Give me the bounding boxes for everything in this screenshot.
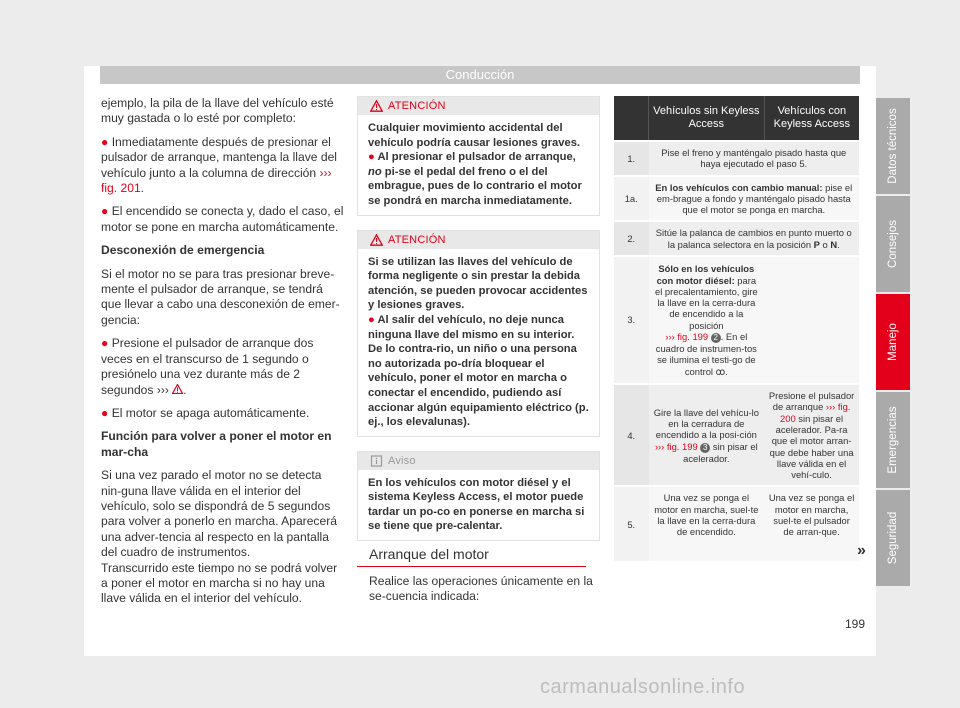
bullet-icon: ● xyxy=(101,336,109,351)
bullet-item xyxy=(101,135,344,197)
warning-header xyxy=(358,97,599,115)
page-title: Conducción xyxy=(445,67,515,82)
tab-label: Consejos xyxy=(887,220,899,268)
bullet-icon: ● xyxy=(101,134,109,149)
emphasis: no xyxy=(368,165,382,178)
bullet-icon: ● xyxy=(101,204,109,219)
warning-body xyxy=(358,249,599,436)
subheading: Función para volver a poner el motor en mar-cha xyxy=(101,429,332,459)
step-rest: Presione el pulsador de arranque xyxy=(768,390,855,413)
warning-label: ATENCIÓN xyxy=(388,233,446,246)
step-rest: sin pisar el acelerador. xyxy=(683,440,758,464)
step-rest: Gire la llave del vehícu-lo en la cerradura de encendido a la posi-ción xyxy=(653,406,759,441)
bullet-text: pi-se el pedal del freno o el del embrague, pues de lo contrario el motor se pondrá en marcha inmediatamente. xyxy=(368,165,582,207)
tab-consejos[interactable] xyxy=(876,196,910,292)
subheading: Desconexión de emergencia xyxy=(101,243,265,258)
step-number: 3. xyxy=(614,256,649,384)
table-row xyxy=(614,141,859,176)
tab-datos-tecnicos[interactable] xyxy=(876,98,910,194)
bullet-icon: ● xyxy=(368,151,375,164)
warning-text: Si se utilizan las llaves del vehículo de forma negligente o sin prestar la debida atención, se pueden provocar accidentes y lesiones graves. xyxy=(368,255,588,312)
bullet-text: El motor se apaga automáticamente. xyxy=(111,405,310,420)
tab-seguridad[interactable] xyxy=(876,490,910,586)
bullet-text: El encendido se conecta y, dado el caso, el motor se pone en marcha automáticamente. xyxy=(101,204,344,234)
step-text: Pise el freno y manténgalo pisado hasta que haya ejecutado el paso 5. xyxy=(649,141,860,176)
tab-label: Manejo xyxy=(887,323,899,361)
notice-label: Aviso xyxy=(388,454,416,467)
step-rest: . En el cuadro de instrumen-tos se ilumina el testi-go de control xyxy=(655,331,757,377)
section-title: Arranque del motor xyxy=(369,546,489,562)
warning-box xyxy=(357,96,600,216)
bullet-text: Presione el pulsador de arranque dos veces en el transcurso de 1 segundo o presiónelo una vez durante más de 2 segundos xyxy=(101,336,314,397)
gear-p: P xyxy=(813,238,820,250)
left-column xyxy=(101,96,344,615)
callout-number-icon: 3 xyxy=(700,443,710,453)
step-rest: o xyxy=(819,238,831,250)
step-text-empty xyxy=(764,256,859,384)
tab-manejo[interactable] xyxy=(876,294,910,390)
section-intro: Realice las operaciones únicamente en la se-cuencia indicada: xyxy=(369,574,593,604)
step-text: Una vez se ponga el motor en marcha, suel-te la llave en la cerra-dura de encendido. xyxy=(649,486,765,561)
warning-box xyxy=(357,230,600,437)
warning-triangle-icon xyxy=(370,100,383,112)
table-header: Vehículos sin Keyless Access xyxy=(649,96,765,141)
table-header-row xyxy=(614,96,859,141)
step-number: 1. xyxy=(614,141,649,176)
warning-triangle-icon xyxy=(370,234,383,246)
step-rest: Sitúe la palanca de cambios en punto muerto o la palanca selectora en la posición xyxy=(655,227,852,250)
arrow-link[interactable]: ››› xyxy=(156,382,169,397)
step-number: 1a. xyxy=(614,176,649,222)
step-number: 4. xyxy=(614,384,649,486)
figure-link[interactable]: ››› fig. 199 xyxy=(665,331,709,343)
punct: . xyxy=(725,365,728,377)
step-text xyxy=(649,256,765,384)
bullet-text: Inmediatamente después de presionar el pulsador de arranque, mantenga la llave del vehículo junto a la columna de dirección xyxy=(101,134,337,180)
warning-bullet xyxy=(368,150,591,208)
notice-box xyxy=(357,451,600,541)
middle-column xyxy=(357,96,600,555)
figure-link[interactable]: ››› fig. 201 xyxy=(101,165,332,196)
step-rest: para el precalentamiento, gire la llave en la cerra-dura de encendido a la posición xyxy=(654,274,758,331)
table-row xyxy=(614,384,859,486)
table-header-empty xyxy=(614,96,649,141)
figure-link[interactable]: ››› fig. 199 xyxy=(654,440,698,452)
header-bar xyxy=(100,66,860,84)
warning-text: Cualquier movimiento accidental del vehículo podría causar lesiones graves. xyxy=(368,122,581,149)
gear-n: N xyxy=(830,238,838,250)
punct: . xyxy=(140,181,145,196)
watermark: carmanualsonline.info xyxy=(540,676,746,698)
paragraph: ejemplo, la pila de la llave del vehículo esté muy gastada o lo esté por completo: xyxy=(101,96,334,126)
bullet-icon: ● xyxy=(368,313,375,326)
step-number: 2. xyxy=(614,221,649,256)
table-row xyxy=(614,486,859,561)
notice-text: En los vehículos con motor diésel y el sistema Keyless Access, el motor puede tardar un po-co en ponerse en marcha si se tiene que pre-calentar. xyxy=(368,476,585,533)
warning-bullet xyxy=(368,313,591,430)
table-header: Vehículos con Keyless Access xyxy=(764,96,859,141)
bullet-text: Al presionar el pulsador de arranque, xyxy=(377,151,576,164)
paragraph: Transcurrido este tiempo no se podrá volver a poner el motor en marcha si no hay una llave válida en el interior del vehículo. xyxy=(101,560,338,606)
tab-emergencias[interactable] xyxy=(876,392,910,488)
notice-header xyxy=(358,452,599,470)
step-text: Una vez se ponga el motor en marcha, suel-te el pulsador de arran-que. xyxy=(764,486,859,561)
warning-header xyxy=(358,231,599,249)
callout-number-icon: 2 xyxy=(711,333,721,343)
info-box-icon xyxy=(370,455,383,467)
section-divider xyxy=(357,566,586,567)
table-row xyxy=(614,176,859,222)
tab-label: Emergencias xyxy=(887,406,899,474)
tab-label: Datos técnicos xyxy=(887,108,899,184)
punct: . xyxy=(837,238,840,250)
bullet-item xyxy=(101,204,344,235)
table-row xyxy=(614,256,859,384)
step-text xyxy=(649,221,860,256)
step-bold: Sólo en los vehículos con motor diésel: xyxy=(656,263,755,286)
step-text xyxy=(764,384,859,486)
step-text xyxy=(649,176,860,222)
step-rest: sin pisar el acelerador. Pa-ra que el motor arran-que debe haber una llave válida en el vehí-culo. xyxy=(769,412,854,481)
paragraph: Si una vez parado el motor no se detecta nin-guna llave válida en el interior del vehículo, solo se dispondrá de 5 segundos para volver a ponerlo en marcha. Aparecerá una adver-tencia al respecto en la pantalla del cuadro de instrumentos. xyxy=(101,468,337,560)
glow-plug-icon: ꝏ xyxy=(715,365,726,377)
table-row xyxy=(614,221,859,256)
steps-table xyxy=(614,96,859,561)
step-rest: pise el em-brague a fondo y manténgalo pisado hasta que el motor se ponga en marcha. xyxy=(656,181,853,216)
step-bold: En los vehículos con cambio manual: xyxy=(655,181,823,193)
warning-triangle-icon xyxy=(172,384,183,394)
notice-body xyxy=(358,470,599,540)
paragraph: Si el motor no se para tras presionar breve-mente el pulsador de arranque, se tendrá que llevar a cabo una desconexión de emer-gencia: xyxy=(101,266,340,327)
page-number: 199 xyxy=(845,617,866,631)
bullet-text: Al salir del vehículo, no deje nunca ninguna llave del mismo en su interior. De lo contra-rio, un niño o una persona no autorizada po-dría bloquear el vehículo, poner el motor en marcha o conectar el encendido, pudiendo así accionar algún equipamiento eléctrico (p. ej., los elevalunas). xyxy=(368,313,589,429)
bullet-item xyxy=(101,406,344,421)
bullet-icon: ● xyxy=(101,405,109,420)
step-number: 5. xyxy=(614,486,649,561)
figure-link[interactable]: ››› fig. 200 xyxy=(780,401,851,424)
warning-label: ATENCIÓN xyxy=(388,100,446,112)
bullet-item: ● Presione el pulsador de arranque dos veces en el transcurso de 1 segundo o presiónelo una vez durante más de 2 segundos ››› . xyxy=(101,336,314,397)
tab-label: Seguridad xyxy=(887,511,899,565)
step-text xyxy=(649,384,765,486)
continue-arrow-icon: » xyxy=(857,542,866,559)
warning-body xyxy=(358,115,599,215)
